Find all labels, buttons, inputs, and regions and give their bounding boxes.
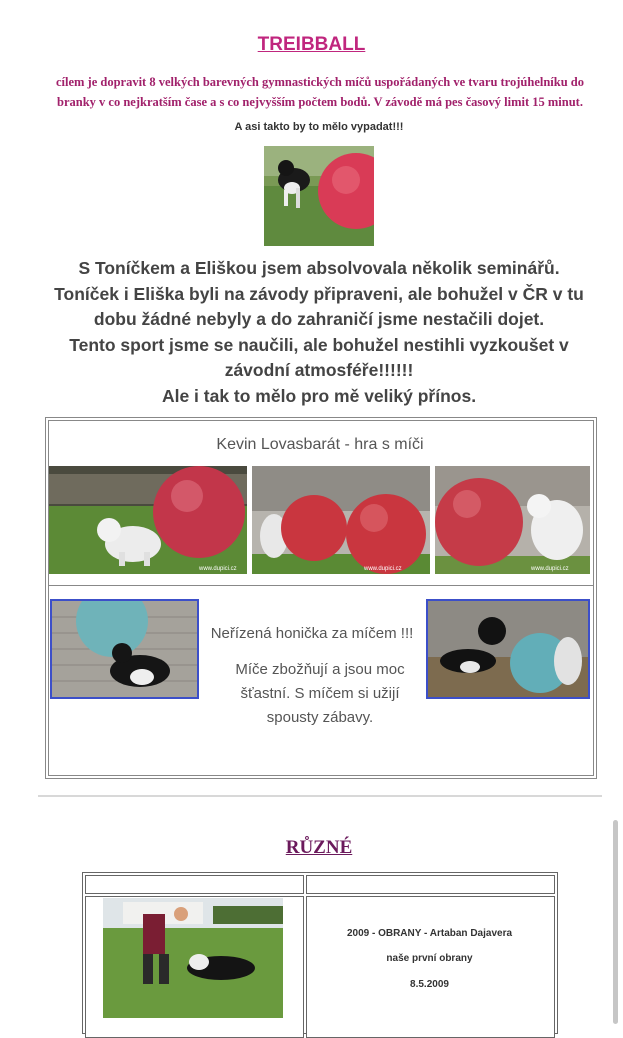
kevin-photo-3[interactable] bbox=[435, 466, 590, 574]
watermark-1: www.dupici.cz bbox=[199, 566, 237, 572]
story-line-5: závodní atmosféře!!!!!! bbox=[224, 360, 414, 380]
watermark-2: www.dupici.cz bbox=[364, 566, 402, 572]
chase-title: Neřízená honička za míčem !!! bbox=[210, 625, 414, 642]
section-divider bbox=[38, 795, 602, 797]
ruzne-text-cell bbox=[306, 896, 555, 1038]
story-line-1: S Toníčkem a Eliškou jsem absolvovala několik seminářů. bbox=[78, 258, 560, 278]
seminar-story bbox=[0, 256, 623, 409]
obrany-entry-title: 2009 - OBRANY - Artaban Dajavera bbox=[346, 928, 513, 939]
story-line-4: Tento sport jsme se naučili, ale bohužel nestihli vyzkoušet v bbox=[69, 334, 569, 355]
treibball-example-photo[interactable] bbox=[264, 146, 374, 246]
watermark-3: www.dupici.cz bbox=[531, 566, 569, 572]
example-caption: A asi takto by to mělo vypadat!!! bbox=[234, 121, 404, 133]
ruzne-header-cell-right bbox=[306, 875, 555, 894]
kevin-photo-1[interactable] bbox=[49, 466, 247, 574]
chase-line-3: spousty zábavy. bbox=[266, 709, 374, 726]
intro-line-1: cílem je dopravit 8 velkých barevných gymnastických míčů uspořádaných ve tvaru trojúhelníku do bbox=[55, 75, 585, 89]
ruzne-title[interactable]: RŮZNÉ bbox=[285, 837, 353, 858]
treibball-intro bbox=[45, 72, 595, 112]
chase-line-1: Míče zbožňují a jsou moc bbox=[235, 661, 405, 678]
treibball-title[interactable]: TREIBBALL bbox=[257, 34, 366, 55]
page-scrollbar[interactable] bbox=[613, 820, 618, 1024]
chase-photo-left[interactable] bbox=[50, 599, 199, 699]
obrany-photo[interactable] bbox=[103, 898, 283, 1018]
chase-line-2: šťastní. S míčem si užijí bbox=[240, 685, 400, 702]
kevin-photo-2[interactable] bbox=[252, 466, 430, 574]
story-line-3: dobu žádné nebyly a do zahraničí jsme nestačili dojet. bbox=[93, 309, 545, 329]
kevin-caption: Kevin Lovasbarát - hra s míči bbox=[216, 436, 424, 453]
gallery-divider bbox=[48, 585, 594, 586]
intro-line-2: branky v co nejkratším čase a s co nejvyšším počtem bodů. V závodě má pes časový limit 15 minut. bbox=[57, 95, 583, 109]
chase-description bbox=[198, 658, 442, 730]
obrany-entry-date: 8.5.2009 bbox=[410, 979, 449, 990]
obrany-entry-subtitle: naše první obrany bbox=[386, 953, 473, 964]
story-line-6: Ale i tak to mělo pro mě veliký přínos. bbox=[161, 385, 477, 406]
chase-photo-right[interactable] bbox=[426, 599, 590, 699]
story-line-2: Toníček i Eliška byli na závody připraveni, ale bohužel v ČR v tu bbox=[54, 283, 584, 304]
ruzne-header-cell-left bbox=[85, 875, 304, 894]
